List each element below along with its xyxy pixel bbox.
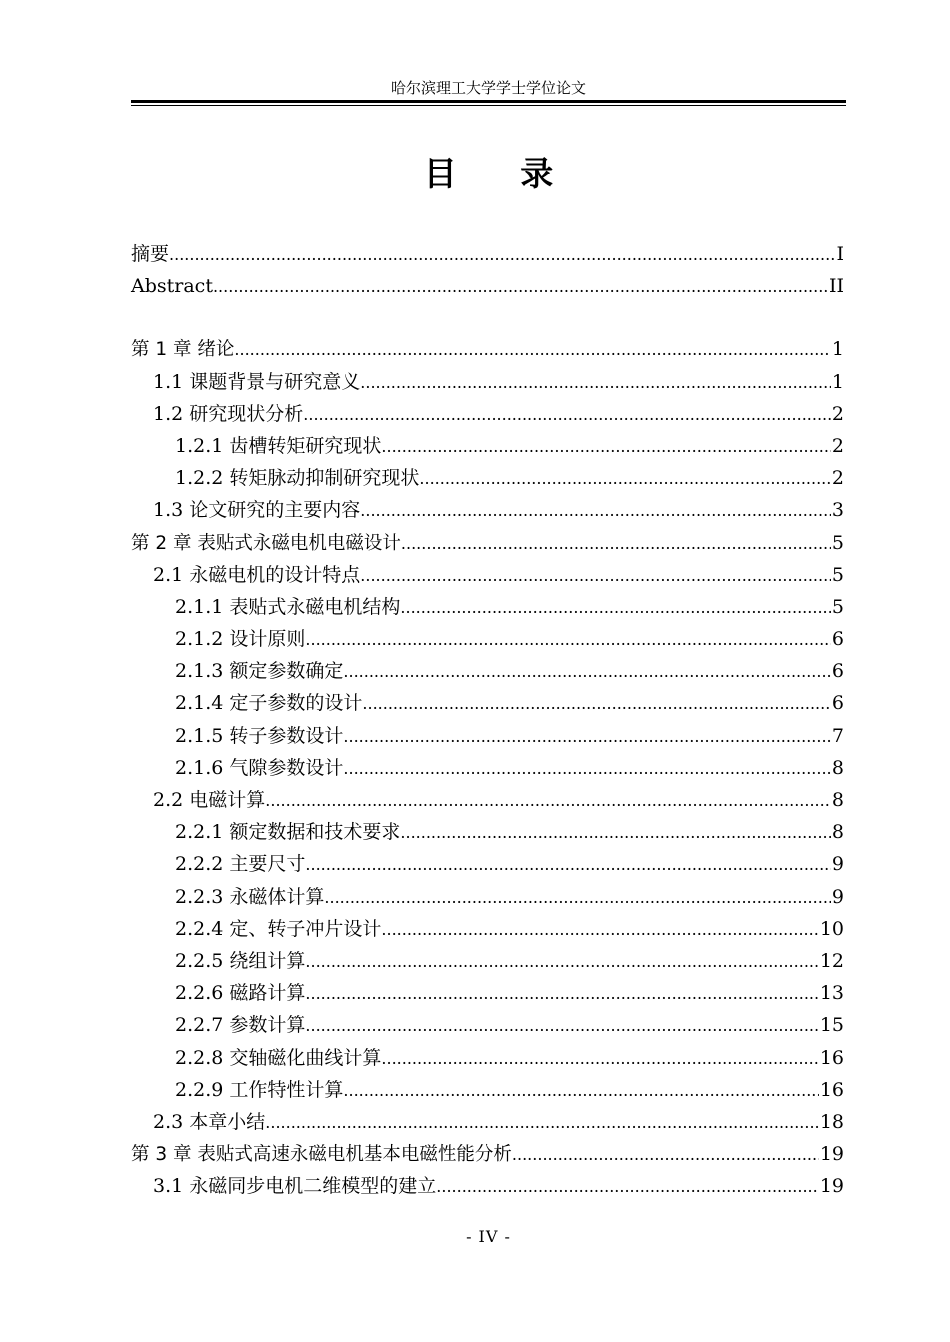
toc-entry-abstract-en[interactable] (131, 270, 844, 302)
toc-entry-2-2-5[interactable] (131, 945, 844, 977)
toc-entry-1-2-2[interactable] (131, 462, 844, 494)
toc-entry-label: 2.2.9 工作特性计算 (175, 1078, 344, 1101)
toc-entry-label: 第 3 章 表贴式高速永磁电机基本电磁性能分析 (131, 1144, 512, 1166)
toc-entry-label: 摘要 (131, 243, 170, 265)
toc-entry-label: 2.1.4 定子参数的设计 (175, 692, 363, 715)
toc-entry-chapter-1[interactable] (131, 333, 844, 365)
running-header: 哈尔滨理工大学学士学位论文 (390, 79, 586, 97)
toc-entry-1-2[interactable] (131, 398, 844, 430)
dot-leader (401, 528, 831, 560)
toc-entry-page: 5 (831, 563, 844, 586)
dot-leader (400, 592, 831, 624)
toc-entry-page: 8 (831, 756, 844, 779)
toc-entry-page: 2 (831, 402, 844, 425)
dot-leader (265, 785, 831, 817)
toc-entry-label: 2.2.6 磁路计算 (175, 982, 306, 1005)
toc-entry-label: 2.1.3 额定参数确定 (175, 660, 344, 683)
toc-entry-label: 第 2 章 表贴式永磁电机电磁设计 (131, 532, 401, 554)
dot-leader (360, 560, 831, 592)
toc-entry-chapter-2[interactable] (131, 527, 844, 559)
toc-entry-page: 15 (819, 1014, 844, 1037)
toc-entry-page: 6 (831, 660, 844, 683)
toc-entry-label: 1.3 论文研究的主要内容 (153, 499, 361, 522)
toc-entry-page: 8 (831, 821, 844, 844)
toc-entry-1-2-1[interactable] (131, 430, 844, 462)
dot-leader (324, 882, 831, 914)
toc-entry-2-1-6[interactable] (131, 752, 844, 784)
toc-entry-label: 2.2 电磁计算 (153, 789, 266, 811)
dot-leader (343, 656, 831, 688)
toc-entry-page: 6 (831, 628, 844, 651)
dot-leader (362, 688, 831, 720)
toc-entry-2-2-1[interactable] (131, 816, 844, 848)
toc-entry-page: 8 (831, 789, 844, 811)
toc-entry-page: 19 (819, 1175, 844, 1198)
toc-entry-label: 1.2.2 转矩脉动抑制研究现状 (175, 467, 420, 490)
toc-entry-page: 5 (831, 595, 844, 618)
toc-entry-2-1-2[interactable] (131, 623, 844, 655)
toc-title: 目 录 (423, 154, 580, 193)
dot-leader (305, 1010, 818, 1042)
toc-entry-page: 9 (831, 853, 844, 876)
dot-leader (343, 1075, 818, 1107)
header-rule-thin (131, 105, 846, 106)
toc-entry-label: 3.1 永磁同步电机二维模型的建立 (153, 1175, 437, 1198)
toc-entry-page: 12 (819, 949, 844, 972)
dot-leader (305, 946, 818, 978)
toc-entry-2-2-9[interactable] (131, 1074, 844, 1106)
table-of-contents (131, 238, 844, 1202)
toc-entry-label: 2.2.8 交轴磁化曲线计算 (175, 1046, 382, 1069)
toc-entry-page: II (828, 275, 844, 298)
toc-entry-label: Abstract (131, 275, 213, 298)
toc-entry-2-2-7[interactable] (131, 1009, 844, 1041)
toc-entry-1-1[interactable] (131, 366, 844, 398)
dot-leader (360, 367, 831, 399)
dot-leader (400, 817, 831, 849)
toc-entry-2-2-6[interactable] (131, 977, 844, 1009)
toc-entry-page: 16 (819, 1078, 844, 1101)
dot-leader (343, 753, 831, 785)
toc-entry-label: 2.2.2 主要尺寸 (175, 853, 306, 876)
dot-leader (512, 1139, 819, 1171)
toc-entry-page: 1 (831, 338, 844, 361)
dot-leader (265, 1107, 819, 1139)
toc-entry-2-2-3[interactable] (131, 881, 844, 913)
toc-entry-2-1-5[interactable] (131, 720, 844, 752)
dot-leader (419, 463, 831, 495)
toc-entry-page: 2 (831, 467, 844, 490)
toc-entry-label: 2.1.6 气隙参数设计 (175, 756, 344, 779)
toc-entry-1-3[interactable] (131, 494, 844, 526)
toc-entry-page: 7 (831, 724, 844, 747)
dot-leader (169, 239, 835, 271)
toc-entry-label: 2.2.4 定、转子冲片设计 (175, 917, 382, 940)
toc-entry-page: 3 (831, 499, 844, 522)
dot-leader (305, 624, 831, 656)
toc-entry-2-3[interactable] (131, 1106, 844, 1138)
toc-entry-label: 2.2.7 参数计算 (175, 1014, 306, 1037)
toc-entry-label: 2.2.1 额定数据和技术要求 (175, 821, 401, 844)
toc-entry-page: 1 (831, 370, 844, 393)
toc-entry-2-2-2[interactable] (131, 848, 844, 880)
toc-entry-page: 16 (819, 1046, 844, 1069)
toc-entry-2-2[interactable] (131, 784, 844, 816)
header-rule-thick (131, 100, 846, 103)
toc-entry-label: 2.1.5 转子参数设计 (175, 724, 344, 747)
toc-entry-page: 19 (819, 1143, 844, 1166)
toc-entry-2-1-4[interactable] (131, 687, 844, 719)
toc-entry-3-1[interactable] (131, 1170, 844, 1202)
dot-leader (360, 495, 831, 527)
dot-leader (436, 1171, 819, 1203)
toc-entry-label: 2.2.3 永磁体计算 (175, 885, 325, 908)
toc-entry-label: 1.2.1 齿槽转矩研究现状 (175, 434, 382, 457)
dot-leader (381, 1043, 818, 1075)
dot-leader (303, 399, 831, 431)
toc-entry-2-2-8[interactable] (131, 1042, 844, 1074)
toc-entry-label: 2.2.5 绕组计算 (175, 949, 306, 972)
toc-entry-page: 6 (831, 692, 844, 715)
toc-entry-label: 1.2 研究现状分析 (153, 402, 304, 425)
toc-entry-page: 13 (819, 982, 844, 1005)
page-number: - IV - (466, 1227, 511, 1246)
toc-entry-label: 2.1.1 表贴式永磁电机结构 (175, 595, 401, 618)
dot-leader (213, 271, 828, 303)
toc-entry-label: 2.3 本章小结 (153, 1110, 266, 1133)
toc-entry-page: 9 (831, 885, 844, 908)
toc-entry-2-1-1[interactable] (131, 591, 844, 623)
dot-leader (305, 978, 818, 1010)
dot-leader (305, 849, 831, 881)
dot-leader (234, 334, 830, 366)
toc-entry-label: 2.1 永磁电机的设计特点 (153, 563, 361, 586)
dot-leader (381, 431, 831, 463)
toc-entry-label: 1.1 课题背景与研究意义 (153, 370, 361, 393)
toc-entry-2-2-4[interactable] (131, 913, 844, 945)
toc-entry-label: 第 1 章 绪论 (131, 339, 235, 361)
toc-entry-page: 5 (831, 531, 844, 554)
toc-entry-2-1-3[interactable] (131, 655, 844, 687)
toc-entry-abstract-cn[interactable] (131, 238, 844, 270)
toc-entry-page: 18 (819, 1110, 844, 1133)
toc-entry-2-1[interactable] (131, 559, 844, 591)
toc-entry-page: I (836, 243, 844, 265)
toc-entry-page: 2 (831, 434, 844, 457)
toc-entry-label: 2.1.2 设计原则 (175, 628, 306, 651)
dot-leader (381, 914, 818, 946)
toc-entry-chapter-3[interactable] (131, 1138, 844, 1170)
toc-entry-page: 10 (819, 917, 844, 940)
dot-leader (343, 721, 831, 753)
